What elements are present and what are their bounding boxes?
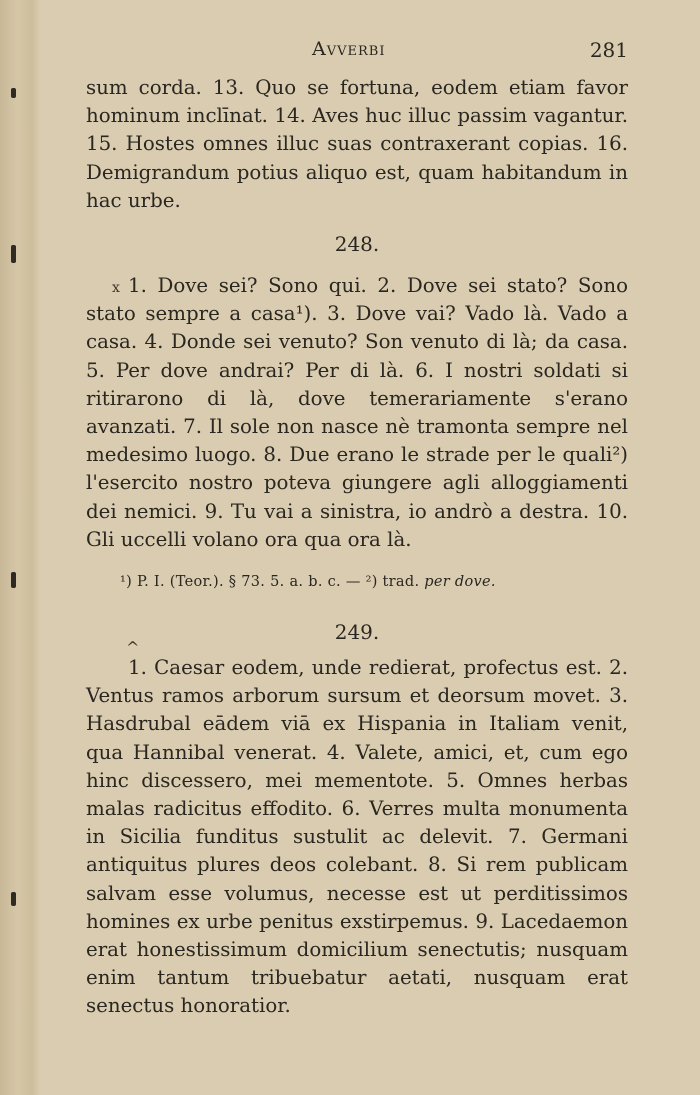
footnote xyxy=(120,574,620,590)
running-head: Avverbi xyxy=(312,38,386,60)
binding-mark xyxy=(11,572,16,588)
footnote-italic: per dove. xyxy=(424,574,496,590)
binding-mark xyxy=(11,245,16,263)
binding-mark xyxy=(11,892,16,906)
exercise-number-249: 249. xyxy=(334,620,380,644)
page-header xyxy=(86,38,628,64)
exercise-249 xyxy=(86,654,628,1021)
pencil-mark: ^ xyxy=(126,638,140,657)
paragraph-text: sum corda. 13. Quo se fortuna, eodem etiam favor hominum inclīnat. 14. Aves huc illuc passim vagantur. 15. Hostes omnes illuc suas contraxerant copias. 16. Demigrandum potius aliquo est, quam habitandum in hac urbe. xyxy=(86,76,628,212)
pencil-mark: x xyxy=(112,280,120,296)
binding-mark xyxy=(11,88,16,98)
footnote-text: ¹) P. I. (Teor.). § 73. 5. a. b. c. — ²) trad. xyxy=(120,574,420,590)
exercise-number-248: 248. xyxy=(334,232,380,256)
exercise-249-text: 1. Caesar eodem, unde redierat, profectus est. 2. Ventus ramos arborum sursum et deorsum movet. 3. Hasdrubal eādem viā ex Hispania in Italiam venit, qua Hannibal venerat. 4. Valete, amici, et, cum ego hinc discessero, mei mementote. 5. Omnes herbas malas radicitus effodito. 6. Verres multa monumenta in Sicilia funditus sustulit ac delevit. 7. Germani antiquitus plures deos colebant. 8. Si rem publicam salvam esse volumus, necesse est ut perditissimos homines ex urbe penitus exstirpemus. 9. Lacedaemon erat honestissimum domicilium senectutis; nusquam enim tantum tribuebatur aetati, nusquam erat senectus honoratior. xyxy=(86,656,628,1018)
book-spine xyxy=(0,0,40,1095)
exercise-248-text: 1. Dove sei? Sono qui. 2. Dove sei stato? Sono stato sempre a casa¹). 3. Dove vai? Vado là. Vado a casa. 4. Donde sei venuto? Son venuto di là; da casa. 5. Per dove andrai? Per di là. 6. I nostri soldati si ritirarono di là, dove temerariamente s'erano avanzati. 7. Il sole non nasce nè tramonta sempre nel medesimo luogo. 8. Due erano le strade per le quali²) l'esercito nostro poteva giungere agli alloggiamenti dei nemici. 9. Tu vai a sinistra, io andrò a destra. 10. Gli uccelli volano ora qua ora là. xyxy=(86,274,628,551)
paragraph-247-end xyxy=(86,74,628,215)
page-number: 281 xyxy=(589,38,628,62)
exercise-248 xyxy=(86,272,628,554)
